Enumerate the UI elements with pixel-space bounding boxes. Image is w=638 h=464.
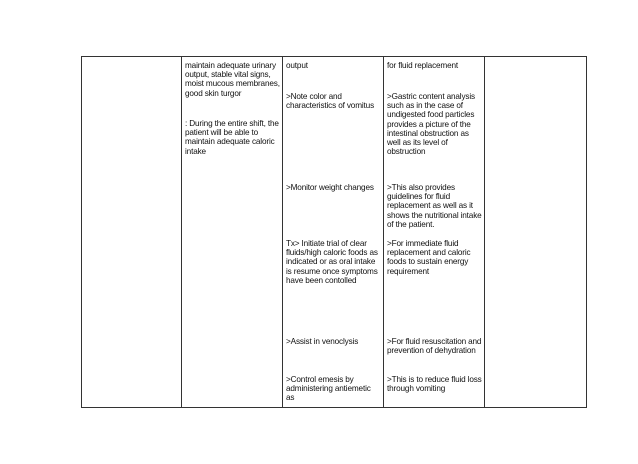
evaluation-cell — [485, 57, 587, 408]
intervention-text: >Monitor weight changes — [286, 183, 374, 192]
interventions-cell — [283, 57, 384, 408]
intervention-text: >Note color and characteristics of vomitus — [286, 92, 375, 111]
intervention-text: >Assist in venoclysis — [286, 337, 359, 346]
rationale-text: for fluid replacement — [387, 61, 459, 70]
care-plan-table — [81, 56, 587, 408]
rationale-text: >For fluid resuscitation and prevention of dehydration — [387, 337, 482, 356]
rationale-text: >This is to reduce fluid loss through vomiting — [387, 375, 482, 394]
goal-text: : During the entire shift, the patient will be able to maintain adequate caloric intake — [185, 119, 279, 156]
intervention-text: Tx> Initiate trial of clear fluids/high caloric foods as indicated or as oral intake is resume once symptoms have been contolled — [286, 239, 378, 285]
rationale-text: >Gastric content analysis such as in the case of undigested food particles provides a picture of the intestinal obstruction as well as its level of obstruction — [387, 92, 475, 157]
rationale-text: >For immediate fluid replacement and caloric foods to sustain energy requirement — [387, 239, 471, 276]
goal-text: maintain adequate urinary output, stable vital signs, moist mucous membranes, good skin turgor — [185, 61, 280, 98]
rationale-cell — [384, 57, 485, 408]
intervention-text: >Control emesis by administering antiemetic as — [286, 375, 371, 403]
assessment-cell — [82, 57, 182, 408]
rationale-text: >This also provides guidelines for fluid replacement as well as it shows the nutritional intake of the patient. — [387, 183, 482, 229]
table-row — [82, 57, 587, 408]
goals-cell — [182, 57, 283, 408]
intervention-text: output — [286, 61, 308, 70]
